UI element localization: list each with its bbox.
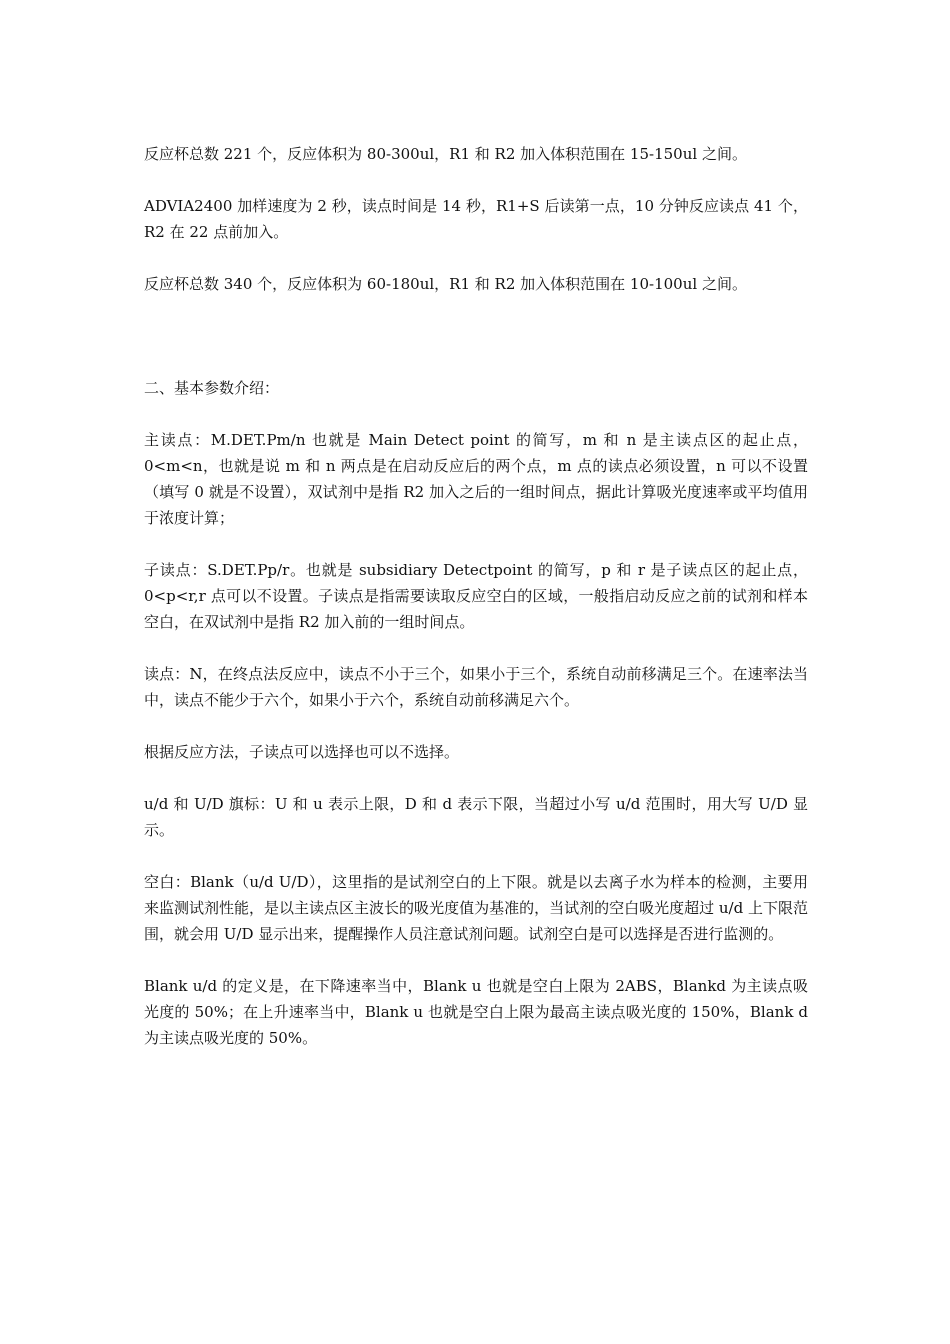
paragraph-cuvette-count-1: 反应杯总数 221 个，反应体积为 80-300ul，R1 和 R2 加入体积范围在 15-150ul 之间。 — [144, 145, 747, 163]
paragraph-subsidiary-detect-point: 子读点：S.DET.Pp/r。也就是 subsidiary Detectpoint 的简写，p 和 r 是子读点区的起止点，0<p<r,r 点可以不设置。子读点是指需要读取反应空白的区域，一般指启动反应之前的试剂和样本空白，在双试剂中是指 R2 加入前的一组时间点。 — [144, 561, 808, 631]
paragraph-reaction-method: 根据反应方法，子读点可以选择也可以不选择。 — [144, 743, 460, 761]
paragraph-read-points: 读点：N，在终点法反应中，读点不小于三个，如果小于三个，系统自动前移满足三个。在速率法当中，读点不能少于六个，如果小于六个，系统自动前移满足六个。 — [144, 665, 808, 709]
document-body — [144, 141, 808, 1077]
paragraph-blank-ud-definition: Blank u/d 的定义是，在下降速率当中，Blank u 也就是空白上限为 2ABS，Blankd 为主读点吸光度的 50%；在上升速率当中，Blank u 也就是空白上限为最高主读点吸光度的 150%，Blank d 为主读点吸光度的 50%。 — [144, 977, 808, 1047]
section-heading-basic-parameters: 二、基本参数介绍： — [144, 379, 280, 397]
paragraph-main-detect-point: 主读点：M.DET.Pm/n 也就是 Main Detect point 的简写，m 和 n 是主读点区的起止点，0<m<n，也就是说 m 和 n 两点是在启动反应后的两个点，m 点的读点必须设置，n 可以不设置（填写 0 就是不设置），双试剂中是指 R2 加入之后的一组时间点，据此计算吸光度速率或平均值用于浓度计算； — [144, 431, 808, 527]
paragraph-blank: 空白：Blank（u/d U/D），这里指的是试剂空白的上下限。就是以去离子水为样本的检测，主要用来监测试剂性能，是以主读点区主波长的吸光度值为基准的，当试剂的空白吸光度超过 u/d 上下限范围，就会用 U/D 显示出来，提醒操作人员注意试剂问题。试剂空白是可以选择是否进行监测的。 — [144, 873, 808, 943]
paragraph-ud-flags: u/d 和 U/D 旗标：U 和 u 表示上限，D 和 d 表示下限，当超过小写 u/d 范围时，用大写 U/D 显示。 — [144, 795, 808, 839]
paragraph-cuvette-count-2: 反应杯总数 340 个，反应体积为 60-180ul，R1 和 R2 加入体积范围在 10-100ul 之间。 — [144, 275, 747, 293]
paragraph-advia2400-speed: ADVIA2400 加样速度为 2 秒，读点时间是 14 秒，R1+S 后读第一点，10 分钟反应读点 41 个，R2 在 22 点前加入。 — [144, 197, 808, 241]
